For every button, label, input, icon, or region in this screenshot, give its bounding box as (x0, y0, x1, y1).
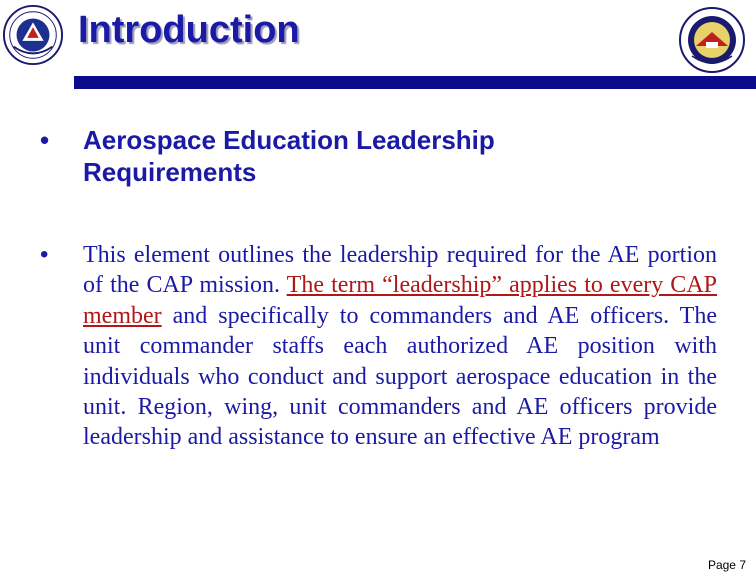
header-rule (74, 76, 756, 89)
text-segment: This element outlines the leadership required for the AE portion of the CAP mission. (83, 242, 717, 299)
page-number: Page 7 (707, 558, 746, 572)
text-segment: and specifically to commanders and AE officers. The unit commander staffs each authorized AE position with individuals who conduct and support aerospace education in the unit. Region, wing, unit commanders and AE officers provide leadership and assistance to ensure an effective AE program (83, 302, 717, 451)
civil-air-patrol-seal-icon (2, 4, 64, 66)
bullet-leadership-requirements (40, 124, 600, 188)
aerospace-education-seal-icon (678, 6, 746, 74)
bullet-text: Aerospace Education Leadership Requirements (83, 125, 495, 187)
page-title: Introduction (78, 9, 300, 51)
bullet-dot: • (40, 241, 49, 268)
bullet-leadership-description (40, 240, 717, 453)
bullet-dot: • (40, 125, 50, 155)
bullet-text (83, 240, 717, 453)
emphasized-text-segment: The term “leadership” applies to every CAP member (83, 272, 717, 329)
